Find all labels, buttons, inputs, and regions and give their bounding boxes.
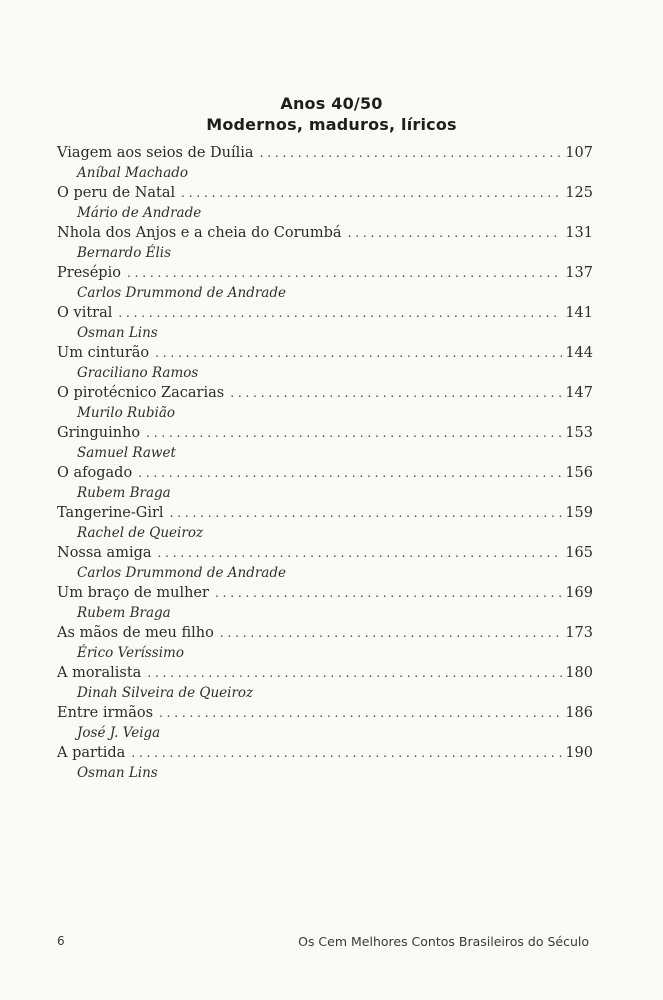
toc-entry-line (57, 302, 593, 324)
dot-leader (348, 222, 563, 244)
story-title: Nossa amiga (57, 545, 152, 561)
page-number: 141 (565, 305, 593, 321)
footer-page-number: 6 (57, 934, 65, 948)
story-title: Um cinturão (57, 345, 150, 361)
dot-leader (131, 742, 562, 764)
story-title: Viagem aos seios de Duília (57, 145, 254, 161)
dot-leader (230, 382, 562, 404)
dot-leader (220, 622, 562, 644)
section-subtitle: Modernos, maduros, líricos (206, 115, 457, 134)
toc-entry-line (57, 502, 593, 524)
story-author: Carlos Drummond de Andrade (77, 565, 286, 581)
toc-entry-line (57, 582, 593, 604)
story-title: O peru de Natal (57, 185, 176, 201)
dot-leader (118, 302, 562, 324)
toc-entry (57, 702, 593, 742)
story-title: Nhola dos Anjos e a cheia do Corumbá (57, 225, 342, 241)
page-number: 153 (565, 425, 593, 441)
dot-leader (260, 142, 563, 164)
story-title: O vitral (57, 305, 113, 321)
toc-entry (57, 262, 593, 302)
story-title: Tangerine-Girl (57, 505, 164, 521)
page-number: 107 (565, 145, 593, 161)
page-number: 173 (565, 625, 593, 641)
page-number: 180 (565, 665, 593, 681)
dot-leader (147, 662, 562, 684)
page-number: 190 (565, 745, 593, 761)
story-title: A partida (57, 745, 126, 761)
story-title: Entre irmãos (57, 705, 154, 721)
dot-leader (215, 582, 562, 604)
story-author: Rubem Braga (77, 485, 171, 501)
toc-entry-line (57, 222, 593, 244)
page-number: 186 (565, 705, 593, 721)
toc-entry-line (57, 662, 593, 684)
story-title: O afogado (57, 465, 133, 481)
dot-leader (127, 262, 562, 284)
story-author: Aníbal Machado (77, 165, 189, 181)
story-title: Presépio (57, 265, 121, 281)
toc-entry (57, 622, 593, 662)
toc-entry (57, 302, 593, 342)
toc-entry-line (57, 382, 593, 404)
dot-leader (181, 182, 562, 204)
toc-entry (57, 582, 593, 622)
story-author: Rachel de Queiroz (77, 525, 204, 541)
footer-book-title: Os Cem Melhores Contos Brasileiros do Século (298, 934, 589, 949)
dot-leader (138, 462, 562, 484)
page-number: 137 (565, 265, 593, 281)
page-number: 131 (565, 225, 593, 241)
toc-entry (57, 462, 593, 502)
dot-leader (158, 542, 563, 564)
toc-entry-line (57, 462, 593, 484)
toc-entry-line (57, 542, 593, 564)
story-author: José J. Veiga (77, 725, 161, 741)
toc-entry (57, 182, 593, 222)
toc-entry-line (57, 422, 593, 444)
story-title: As mãos de meu filho (57, 625, 214, 641)
dot-leader (155, 342, 562, 364)
story-title: A moralista (57, 665, 142, 681)
toc-entry-line (57, 742, 593, 764)
story-author: Osman Lins (77, 765, 158, 781)
story-title: Um braço de mulher (57, 585, 209, 601)
page-number: 169 (565, 585, 593, 601)
toc-entry-line (57, 702, 593, 724)
table-of-contents (57, 142, 593, 782)
toc-entry (57, 222, 593, 262)
story-author: Bernardo Élis (77, 245, 172, 261)
toc-entry (57, 342, 593, 382)
page-number: 165 (565, 545, 593, 561)
toc-entry (57, 542, 593, 582)
toc-entry-line (57, 142, 593, 164)
story-title: O pirotécnico Zacarias (57, 385, 225, 401)
dot-leader (159, 702, 562, 724)
story-author: Graciliano Ramos (77, 365, 199, 381)
story-author: Osman Lins (77, 325, 158, 341)
toc-entry-line (57, 342, 593, 364)
dot-leader (146, 422, 562, 444)
toc-entry (57, 382, 593, 422)
toc-entry (57, 422, 593, 462)
story-author: Carlos Drummond de Andrade (77, 285, 286, 301)
page-number: 147 (565, 385, 593, 401)
story-title: Gringuinho (57, 425, 141, 441)
toc-entry (57, 142, 593, 182)
toc-entry (57, 742, 593, 782)
page-number: 159 (565, 505, 593, 521)
story-author: Mário de Andrade (77, 205, 202, 221)
toc-entry-line (57, 622, 593, 644)
section-title-period: Anos 40/50 (280, 94, 383, 113)
story-author: Samuel Rawet (77, 445, 176, 461)
story-author: Érico Veríssimo (77, 645, 184, 661)
toc-entry-line (57, 262, 593, 284)
story-author: Rubem Braga (77, 605, 171, 621)
toc-entry (57, 502, 593, 542)
dot-leader (170, 502, 563, 524)
page-number: 125 (565, 185, 593, 201)
page-number: 144 (565, 345, 593, 361)
toc-entry (57, 662, 593, 702)
story-author: Dinah Silveira de Queiroz (77, 685, 254, 701)
toc-entry-line (57, 182, 593, 204)
page-number: 156 (565, 465, 593, 481)
story-author: Murilo Rubião (77, 405, 176, 421)
